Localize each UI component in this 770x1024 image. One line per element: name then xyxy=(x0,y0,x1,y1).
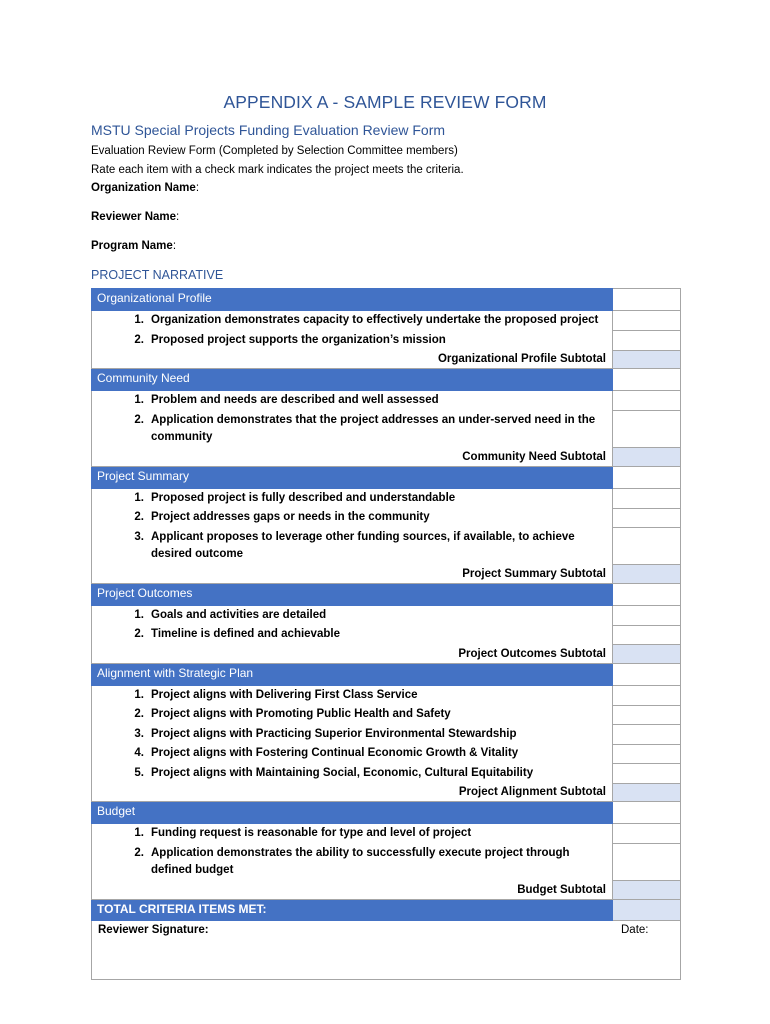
total-criteria-label: TOTAL CRITERIA ITEMS MET: xyxy=(92,899,613,920)
criteria-number: 5. xyxy=(134,766,144,779)
section-header-cell xyxy=(613,583,681,605)
criteria-row xyxy=(92,508,681,528)
criteria-text: Goals and activities are detailed xyxy=(151,608,327,621)
criteria-cell xyxy=(92,391,613,411)
subtotal-row xyxy=(92,783,681,802)
criteria-cell xyxy=(92,625,613,645)
check-mark-box[interactable] xyxy=(613,605,681,625)
criteria-text: Project aligns with Delivering First Class Service xyxy=(151,688,418,701)
subtotal-box[interactable] xyxy=(613,783,681,802)
section-heading: Community Need xyxy=(92,369,613,391)
signature-cell[interactable] xyxy=(92,920,681,979)
section-header-cell xyxy=(613,663,681,685)
check-mark-box[interactable] xyxy=(613,411,681,448)
criteria-item xyxy=(98,607,608,625)
criteria-row xyxy=(92,844,681,881)
criteria-cell xyxy=(92,685,613,705)
subtotal-row xyxy=(92,645,681,664)
section-heading: Budget xyxy=(92,802,613,824)
section-heading: Organizational Profile xyxy=(92,289,613,311)
intro-line-1: Evaluation Review Form (Completed by Selection Committee members) xyxy=(91,145,458,157)
program-name-field[interactable]: Program Name: xyxy=(91,240,177,252)
criteria-item xyxy=(98,745,608,763)
criteria-cell xyxy=(92,844,613,881)
total-row xyxy=(92,899,681,920)
criteria-item xyxy=(98,412,608,447)
criteria-cell xyxy=(92,508,613,528)
evaluation-table-body xyxy=(92,289,681,980)
subtotal-label: Project Summary Subtotal xyxy=(92,565,613,584)
document-title: APPENDIX A - SAMPLE REVIEW FORM xyxy=(223,92,547,112)
reviewer-name-field[interactable]: Reviewer Name: xyxy=(91,211,180,223)
criteria-item xyxy=(98,687,608,705)
criteria-number: 1. xyxy=(134,608,144,621)
section-header-cell xyxy=(613,369,681,391)
criteria-item xyxy=(98,845,608,880)
criteria-item xyxy=(98,332,608,350)
criteria-cell xyxy=(92,488,613,508)
project-narrative-heading: PROJECT NARRATIVE xyxy=(91,268,224,282)
criteria-number: 1. xyxy=(134,688,144,701)
total-criteria-box[interactable] xyxy=(613,899,681,920)
section-header-budget xyxy=(92,802,681,824)
criteria-item xyxy=(98,392,608,410)
criteria-row xyxy=(92,311,681,331)
criteria-row xyxy=(92,528,681,565)
criteria-item xyxy=(98,765,608,783)
criteria-number: 2. xyxy=(134,708,144,720)
criteria-item xyxy=(98,825,608,843)
check-mark-box[interactable] xyxy=(613,391,681,411)
intro-line-2: Rate each item with a check mark indicates the project meets the criteria. xyxy=(91,164,464,176)
criteria-number: 2. xyxy=(134,413,144,426)
check-mark-box[interactable] xyxy=(613,764,681,784)
criteria-cell xyxy=(92,705,613,725)
criteria-row xyxy=(92,744,681,764)
subtotal-row xyxy=(92,881,681,900)
check-mark-box[interactable] xyxy=(613,331,681,351)
criteria-row xyxy=(92,725,681,745)
criteria-text: Organization demonstrates capacity to effectively undertake the proposed project xyxy=(151,314,599,326)
section-header-community-need xyxy=(92,369,681,391)
criteria-cell xyxy=(92,605,613,625)
criteria-item xyxy=(98,626,608,644)
criteria-text: Application demonstrates the ability to successfully execute project through defined budget xyxy=(151,846,570,876)
criteria-text: Proposed project is fully described and understandable xyxy=(151,491,456,504)
criteria-number: 4. xyxy=(134,747,144,759)
section-heading: Alignment with Strategic Plan xyxy=(92,663,613,685)
subtotal-label: Project Outcomes Subtotal xyxy=(92,645,613,664)
criteria-item xyxy=(98,312,608,330)
section-header-cell xyxy=(613,289,681,311)
check-mark-box[interactable] xyxy=(613,725,681,745)
reviewer-signature-label: Reviewer Signature: xyxy=(98,923,209,936)
check-mark-box[interactable] xyxy=(613,744,681,764)
criteria-row xyxy=(92,331,681,351)
criteria-number: 2. xyxy=(134,511,144,523)
criteria-cell xyxy=(92,528,613,565)
subtotal-label: Organizational Profile Subtotal xyxy=(92,350,613,369)
date-label: Date: xyxy=(621,923,649,936)
criteria-item xyxy=(98,529,608,564)
criteria-row xyxy=(92,625,681,645)
subtotal-row xyxy=(92,350,681,369)
criteria-cell xyxy=(92,725,613,745)
section-header-cell xyxy=(613,802,681,824)
criteria-row xyxy=(92,824,681,844)
criteria-item xyxy=(98,726,608,744)
criteria-number: 2. xyxy=(134,333,144,346)
criteria-cell xyxy=(92,824,613,844)
criteria-text: Project aligns with Promoting Public Health and Safety xyxy=(151,708,451,720)
subtotal-box[interactable] xyxy=(613,350,681,369)
subtotal-box[interactable] xyxy=(613,645,681,664)
criteria-item xyxy=(98,490,608,508)
criteria-row xyxy=(92,605,681,625)
signature-row xyxy=(92,920,681,979)
check-mark-box[interactable] xyxy=(613,685,681,705)
section-header-alignment-with-strategic-plan xyxy=(92,663,681,685)
check-mark-box[interactable] xyxy=(613,508,681,528)
criteria-row xyxy=(92,391,681,411)
criteria-row xyxy=(92,411,681,448)
signature-area xyxy=(92,921,680,979)
section-heading: Project Outcomes xyxy=(92,583,613,605)
criteria-text: Project addresses gaps or needs in the community xyxy=(151,511,430,523)
criteria-number: 1. xyxy=(134,827,144,839)
organization-name-label: Organization Name xyxy=(91,182,196,194)
criteria-number: 3. xyxy=(134,530,144,543)
subtotal-box[interactable] xyxy=(613,881,681,900)
section-header-project-summary xyxy=(92,466,681,488)
program-name-label: Program Name xyxy=(91,240,173,252)
organization-name-field[interactable]: Organization Name: xyxy=(91,182,200,194)
criteria-text: Project aligns with Fostering Continual Economic Growth & Vitality xyxy=(151,747,519,759)
criteria-row xyxy=(92,685,681,705)
section-header-organizational-profile xyxy=(92,289,681,311)
criteria-cell xyxy=(92,311,613,331)
criteria-row xyxy=(92,705,681,725)
section-header-cell xyxy=(613,466,681,488)
criteria-text: Applicant proposes to leverage other funding sources, if available, to achieve desired outcome xyxy=(151,530,575,560)
criteria-number: 3. xyxy=(134,727,144,740)
subtotal-row xyxy=(92,565,681,584)
subtotal-box[interactable] xyxy=(613,448,681,467)
criteria-cell xyxy=(92,744,613,764)
check-mark-box[interactable] xyxy=(613,705,681,725)
check-mark-box[interactable] xyxy=(613,625,681,645)
criteria-text: Funding request is reasonable for type and level of project xyxy=(151,827,472,839)
criteria-number: 1. xyxy=(134,394,144,406)
check-mark-box[interactable] xyxy=(613,824,681,844)
reviewer-name-label: Reviewer Name xyxy=(91,211,177,223)
check-mark-box[interactable] xyxy=(613,311,681,331)
subtotal-label: Budget Subtotal xyxy=(92,881,613,900)
criteria-item xyxy=(98,509,608,527)
subtotal-label: Project Alignment Subtotal xyxy=(92,783,613,802)
check-mark-box[interactable] xyxy=(613,844,681,881)
subtotal-row xyxy=(92,448,681,467)
criteria-number: 1. xyxy=(134,314,144,326)
criteria-row xyxy=(92,488,681,508)
criteria-text: Problem and needs are described and well assessed xyxy=(151,394,439,406)
subtotal-box[interactable] xyxy=(613,565,681,584)
criteria-number: 2. xyxy=(134,846,144,859)
criteria-text: Timeline is defined and achievable xyxy=(151,628,340,640)
section-header-project-outcomes xyxy=(92,583,681,605)
criteria-text: Proposed project supports the organization’s mission xyxy=(151,333,446,346)
criteria-cell xyxy=(92,764,613,784)
check-mark-box[interactable] xyxy=(613,488,681,508)
evaluation-table xyxy=(91,288,681,980)
criteria-text: Project aligns with Maintaining Social, Economic, Cultural Equitability xyxy=(151,766,534,779)
criteria-text: Application demonstrates that the project addresses an under-served need in the community xyxy=(151,413,596,443)
section-heading: Project Summary xyxy=(92,466,613,488)
criteria-cell xyxy=(92,331,613,351)
criteria-item xyxy=(98,706,608,724)
criteria-number: 2. xyxy=(134,628,144,640)
criteria-cell xyxy=(92,411,613,448)
criteria-row xyxy=(92,764,681,784)
subtotal-label: Community Need Subtotal xyxy=(92,448,613,467)
check-mark-box[interactable] xyxy=(613,528,681,565)
criteria-number: 1. xyxy=(134,491,144,504)
document-subtitle: MSTU Special Projects Funding Evaluation Review Form xyxy=(91,122,446,138)
criteria-text: Project aligns with Practicing Superior Environmental Stewardship xyxy=(151,727,517,740)
